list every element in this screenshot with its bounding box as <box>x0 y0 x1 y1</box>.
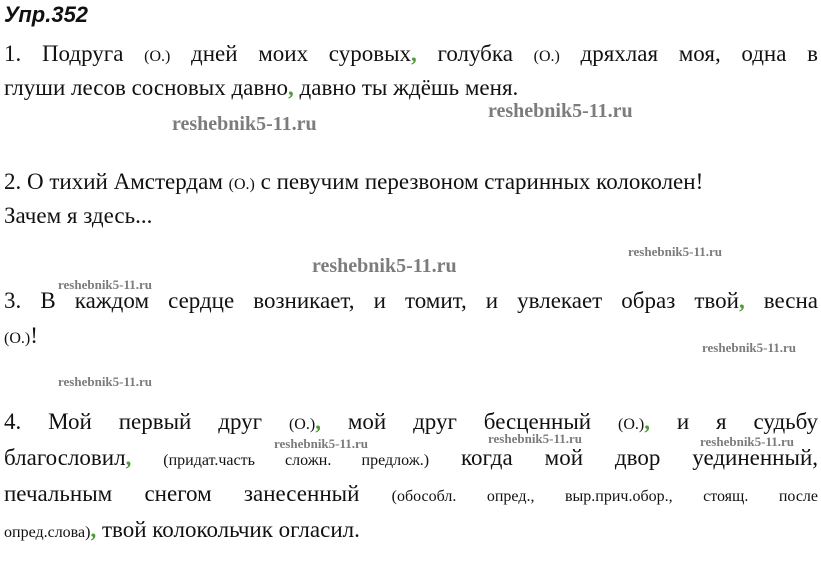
note-o: (О.) <box>228 176 255 193</box>
highlighted-comma: , <box>125 445 132 470</box>
highlighted-comma: , <box>738 288 745 313</box>
watermark: reshebnik5-11.ru <box>488 431 583 446</box>
highlighted-comma: , <box>315 409 321 434</box>
sentence-4-line-1: 4. Мой первый друг (О.), мой друг бесценный (О.), и я судьбу <box>4 409 818 434</box>
highlighted-comma: , <box>644 409 650 434</box>
watermark: reshebnik5-11.ru <box>58 277 153 292</box>
note-o: (О.) <box>288 416 316 433</box>
sentence-1-line-2: глуши лесов сосновых давно, давно ты ждёшь меня. <box>4 75 519 100</box>
watermark: reshebnik5-11.ru <box>274 436 369 451</box>
watermark: reshebnik5-11.ru <box>702 340 797 355</box>
exercise-title: Упр.352 <box>4 2 89 27</box>
note-o: (О.) <box>533 48 560 65</box>
sentence-1-line-1: 1. Подруга (О.) дней моих суровых, голубка (О.) дряхлая моя, одна в <box>4 41 818 66</box>
highlighted-comma: , <box>411 41 417 66</box>
sentence-4-line-3: печальным снегом занесенный (обособл. опред., выр.прич.обор., стоящ. после <box>4 481 819 506</box>
watermark: reshebnik5-11.ru <box>700 434 795 449</box>
highlighted-comma: , <box>288 75 294 100</box>
sentence-3-line-1: 3. В каждом сердце возникает, и томит, и увлекает образ твой, весна <box>4 288 819 313</box>
note-o: (О.) <box>617 416 645 433</box>
highlighted-comma: , <box>90 517 97 542</box>
sentence-2-line-1: 2. О тихий Амстердам (О.) с певучим перезвоном старинных колоколен! <box>4 169 704 194</box>
grammar-note: (обособл. опред., выр.прич.обор., стоящ. после <box>391 488 819 505</box>
sentence-4-line-2: благословил, (придат.часть сложн. предлож.) когда мой двор уединенный, <box>4 445 819 470</box>
note-o: (О.) <box>144 48 171 65</box>
watermark: reshebnik5-11.ru <box>312 255 457 277</box>
sentence-3-line-2: (О.)! <box>4 323 38 348</box>
grammar-note: опред.слова) <box>4 524 91 541</box>
watermark: reshebnik5-11.ru <box>488 100 633 122</box>
watermark: reshebnik5-11.ru <box>628 244 723 259</box>
grammar-note: (придат.часть сложн. предлож.) <box>163 452 430 469</box>
watermark: reshebnik5-11.ru <box>58 374 153 389</box>
watermark: reshebnik5-11.ru <box>172 113 317 135</box>
sentence-2-line-2: Зачем я здесь... <box>4 203 153 228</box>
note-o: (О.) <box>4 330 31 347</box>
sentence-4-line-4: опред.слова), твой колокольчик огласил. <box>4 517 360 542</box>
